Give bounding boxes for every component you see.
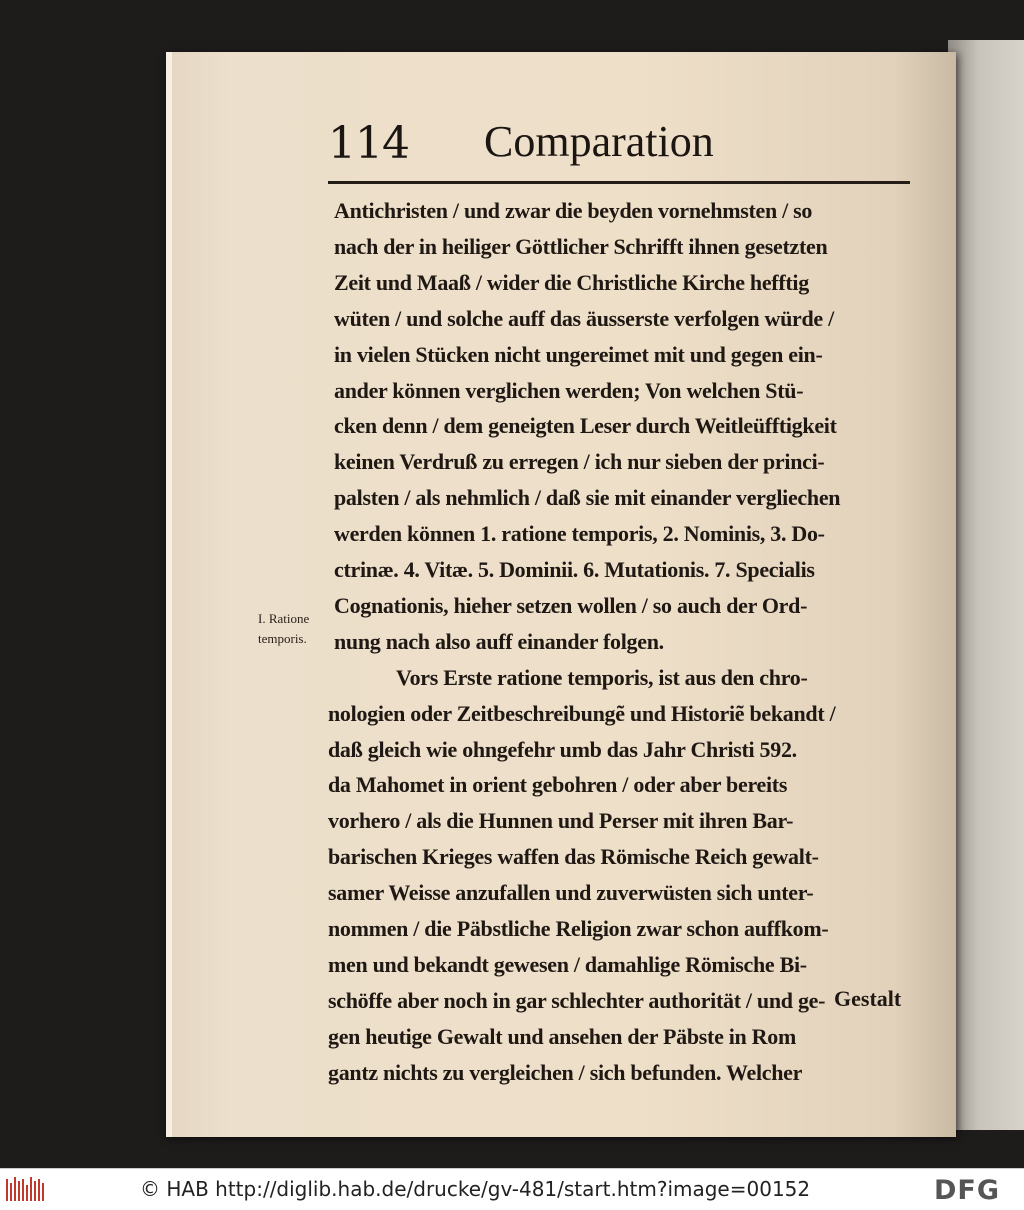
margin-note-line-2: temporis. — [258, 631, 307, 646]
text-line: Antichristen / und zwar die beyden vornehmsten / so — [334, 198, 813, 223]
adjacent-page-edge — [948, 40, 1024, 1130]
barcode-icon — [6, 1177, 44, 1203]
text-line: cken denn / dem geneigten Leser durch Weitleüfftigkeit — [334, 413, 837, 439]
text-line: palsten / als nehmlich / daß sie mit einander vergliechen — [334, 485, 841, 511]
text-line: Vors Erste ratione temporis, ist aus den chro- — [396, 664, 808, 690]
text-line: wüten / und solche auff das äusserste verfolgen würde / — [334, 305, 834, 331]
text-line: in vielen Stücken nicht ungereimet mit und gegen ein- — [334, 341, 823, 367]
text-line: ctrinæ. 4. Vitæ. 5. Dominii. 6. Mutationis. 7. Specialis — [334, 557, 815, 582]
text-line: keinen Verdruß zu erregen / ich nur sieben der princi- — [334, 449, 825, 475]
citation-link[interactable]: © HAB http://diglib.hab.de/drucke/gv-481/start.htm?image=00152 — [140, 1177, 811, 1201]
running-title: Comparation — [484, 117, 714, 166]
text-line: nung nach also auff einander folgen. — [334, 628, 664, 654]
dfg-logo: DFG — [934, 1175, 1001, 1206]
text-line: Zeit und Maaß / wider die Christliche Kirche hefftig — [334, 269, 809, 295]
text-line: schöffe aber noch in gar schlechter authorität / und ge- — [328, 987, 826, 1013]
text-line: gantz nichts zu vergleichen / sich befunden. Welcher — [328, 1059, 803, 1085]
text-line: men und bekandt gewesen / damahlige Römische Bi- — [328, 951, 807, 977]
header-rule — [328, 181, 910, 184]
text-line: da Mahomet in orient gebohren / oder aber bereits — [328, 772, 788, 798]
page-number: 114 — [328, 118, 409, 169]
text-line: gen heutige Gewalt und ansehen der Päbste in Rom — [328, 1023, 796, 1049]
text-line: werden können 1. ratione temporis, 2. Nominis, 3. Do- — [334, 521, 825, 547]
text-line: nologien oder Zeitbeschreibungẽ und Historiẽ bekandt / — [328, 700, 836, 726]
text-line: nach der in heiliger Göttlicher Schrifft ihnen gesetzten — [334, 233, 828, 259]
page-edge — [166, 52, 172, 1137]
text-line: ander können verglichen werden; Von welchen Stü- — [334, 377, 804, 403]
margin-note-line-1: I. Ratione — [258, 611, 310, 626]
catchword: Gestalt — [834, 986, 902, 1011]
text-line: samer Weisse anzufallen und zuverwüsten sich unter- — [328, 880, 814, 906]
text-line: Cognationis, hieher setzen wollen / so auch der Ord- — [334, 592, 808, 618]
text-line: nommen / die Päbstliche Religion zwar schon auffkom- — [328, 916, 829, 941]
text-line: daß gleich wie ohngefehr umb das Jahr Christi 592. — [328, 736, 797, 762]
text-line: vorhero / als die Hunnen und Perser mit ihren Bar- — [328, 808, 794, 834]
text-line: barischen Krieges waffen das Römische Reich gewalt- — [328, 844, 819, 870]
footer-bar — [0, 1168, 1024, 1210]
